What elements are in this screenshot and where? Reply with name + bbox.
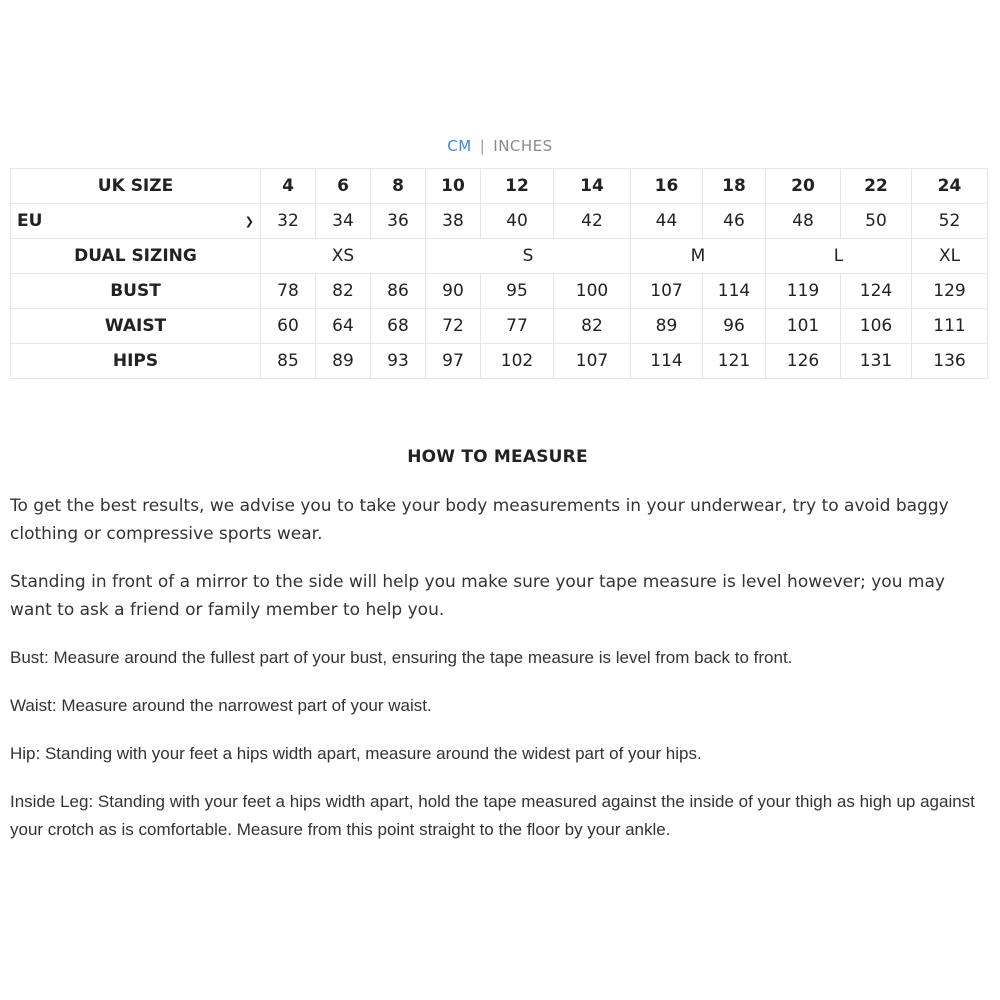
hips-cell: 114 xyxy=(631,344,703,379)
uk-size-cell: 8 xyxy=(371,169,426,204)
waist-cell: 106 xyxy=(841,309,912,344)
hips-cell: 93 xyxy=(371,344,426,379)
bust-cell: 82 xyxy=(316,274,371,309)
chevron-down-icon: ❯ xyxy=(244,214,254,228)
mirror-paragraph: Standing in front of a mirror to the side will help you make sure your tape measure is level however; you may want to ask a friend or family member to help you. xyxy=(10,572,945,620)
bust-cell: 124 xyxy=(841,274,912,309)
eu-size-cell: 48 xyxy=(766,204,841,239)
waist-cell: 77 xyxy=(481,309,554,344)
intro-paragraph: To get the best results, we advise you to take your body measurements in your underwear, try to avoid baggy clothing or compressive sports wear. xyxy=(10,496,949,544)
uk-size-cell: 4 xyxy=(261,169,316,204)
uk-size-label: UK SIZE xyxy=(11,169,261,204)
hip-instruction: Hip: Standing with your feet a hips width apart, measure around the widest part of your hips. xyxy=(10,744,702,763)
bust-cell: 114 xyxy=(703,274,766,309)
bust-cell: 107 xyxy=(631,274,703,309)
waist-cell: 96 xyxy=(703,309,766,344)
dual-size-cell: XS xyxy=(261,239,426,274)
eu-size-cell: 38 xyxy=(426,204,481,239)
how-to-measure-heading: HOW TO MEASURE xyxy=(407,447,588,467)
cm-unit-tab[interactable]: CM xyxy=(447,137,472,155)
eu-size-row xyxy=(11,204,988,239)
bust-cell: 119 xyxy=(766,274,841,309)
hips-cell: 121 xyxy=(703,344,766,379)
hips-cell: 136 xyxy=(912,344,988,379)
waist-cell: 101 xyxy=(766,309,841,344)
hips-row xyxy=(11,344,988,379)
uk-size-cell: 12 xyxy=(481,169,554,204)
dual-sizing-row xyxy=(11,239,988,274)
waist-cell: 64 xyxy=(316,309,371,344)
hips-cell: 131 xyxy=(841,344,912,379)
eu-size-cell: 36 xyxy=(371,204,426,239)
eu-size-cell: 46 xyxy=(703,204,766,239)
uk-size-row xyxy=(11,169,988,204)
waist-label: WAIST xyxy=(11,309,261,344)
eu-size-cell: 50 xyxy=(841,204,912,239)
eu-size-cell: 42 xyxy=(554,204,631,239)
uk-size-cell: 10 xyxy=(426,169,481,204)
bust-cell: 86 xyxy=(371,274,426,309)
hips-cell: 102 xyxy=(481,344,554,379)
uk-size-cell: 16 xyxy=(631,169,703,204)
bust-cell: 90 xyxy=(426,274,481,309)
region-select[interactable] xyxy=(17,211,260,231)
uk-size-cell: 20 xyxy=(766,169,841,204)
hips-cell: 126 xyxy=(766,344,841,379)
uk-size-cell: 14 xyxy=(554,169,631,204)
bust-row xyxy=(11,274,988,309)
uk-size-cell: 6 xyxy=(316,169,371,204)
bust-cell: 129 xyxy=(912,274,988,309)
dual-size-cell: M xyxy=(631,239,766,274)
bust-instruction: Bust: Measure around the fullest part of your bust, ensuring the tape measure is level from back to front. xyxy=(10,648,793,667)
inches-unit-tab[interactable]: INCHES xyxy=(493,137,553,155)
dual-size-cell: S xyxy=(426,239,631,274)
hips-cell: 97 xyxy=(426,344,481,379)
waist-cell: 82 xyxy=(554,309,631,344)
hips-cell: 107 xyxy=(554,344,631,379)
eu-size-cell: 44 xyxy=(631,204,703,239)
eu-size-cell: 32 xyxy=(261,204,316,239)
uk-size-cell: 22 xyxy=(841,169,912,204)
waist-cell: 72 xyxy=(426,309,481,344)
dual-size-cell: XL xyxy=(912,239,988,274)
bust-cell: 95 xyxy=(481,274,554,309)
unit-separator: | xyxy=(479,137,486,155)
eu-size-cell: 40 xyxy=(481,204,554,239)
hips-cell: 85 xyxy=(261,344,316,379)
unit-toggle xyxy=(0,137,1000,155)
region-label: EU xyxy=(17,211,43,231)
hips-cell: 89 xyxy=(316,344,371,379)
bust-cell: 78 xyxy=(261,274,316,309)
dual-sizing-label: DUAL SIZING xyxy=(11,239,261,274)
inside-leg-instruction: Inside Leg: Standing with your feet a hips width apart, hold the tape measured against the inside of your thigh as high up against your crotch as is comfortable. Measure from this point straight to the floor by your ankle. xyxy=(10,792,975,839)
hips-label: HIPS xyxy=(11,344,261,379)
waist-cell: 68 xyxy=(371,309,426,344)
waist-row xyxy=(11,309,988,344)
size-chart-table xyxy=(10,168,988,379)
dual-size-cell: L xyxy=(766,239,912,274)
waist-cell: 60 xyxy=(261,309,316,344)
uk-size-cell: 24 xyxy=(912,169,988,204)
bust-label: BUST xyxy=(11,274,261,309)
uk-size-cell: 18 xyxy=(703,169,766,204)
eu-size-cell: 52 xyxy=(912,204,988,239)
waist-instruction: Waist: Measure around the narrowest part of your waist. xyxy=(10,696,432,715)
waist-cell: 111 xyxy=(912,309,988,344)
bust-cell: 100 xyxy=(554,274,631,309)
eu-size-cell: 34 xyxy=(316,204,371,239)
region-select-cell xyxy=(11,204,261,239)
waist-cell: 89 xyxy=(631,309,703,344)
